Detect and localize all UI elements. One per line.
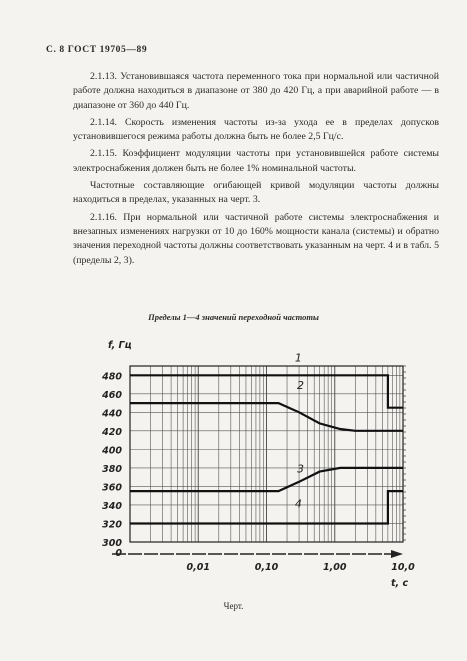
paragraph-2-1-13: 2.1.13. Установившаяся частота переменного тока при нормальной или частичной работе должна находиться в диапазоне от 380 до 420 Гц, а при аварийной работе — в диапазоне от 360 до 440 Гц. (73, 71, 439, 111)
series-label-4: 4 (294, 497, 302, 511)
transient-frequency-chart (0, 326, 467, 596)
x-tick-label: 0,01 (186, 562, 210, 573)
x-tick-label: 10,0 (391, 562, 415, 573)
series-label-2: 2 (297, 379, 305, 393)
y-tick-label: 320 (102, 519, 122, 531)
series-label-3: 3 (297, 462, 305, 476)
page-header: С. 8 ГОСТ 19705—89 (46, 45, 148, 55)
x-tick-label: 0,10 (254, 562, 279, 573)
series-label-1: 1 (294, 351, 302, 365)
x-tick-label: 1,00 (323, 562, 347, 573)
y-tick-label: 440 (102, 408, 122, 420)
x-axis-label: t, c (391, 578, 409, 589)
figure-label: Черт. (223, 601, 244, 611)
y-tick-label: 360 (102, 482, 122, 494)
y-tick-label: 380 (102, 463, 122, 475)
y-tick-label: 0 (115, 548, 122, 559)
paragraph-modulation: Частотные составляющие огибающей кривой модуляции частоты должны находиться в пределах, указанных на черт. 3. (73, 180, 439, 206)
y-tick-label: 420 (102, 426, 122, 438)
y-tick-label: 300 (102, 538, 122, 549)
y-tick-label: 400 (102, 445, 122, 457)
paragraph-2-1-14: 2.1.14. Скорость изменения частоты из-за ухода ее в пределах допусков установившегося режима работы должна быть не более 2,5 Гц/с. (73, 116, 439, 143)
y-axis-label: f, Гц (108, 340, 132, 351)
figure-caption: Пределы 1—4 значений переходной частоты (148, 312, 319, 322)
y-tick-label: 480 (102, 371, 122, 383)
y-tick-label: 340 (102, 500, 122, 512)
paragraph-2-1-16: 2.1.16. При нормальной или частичной работе системы электроснабжения и внезапных изменениях нагрузки от 10 до 160% мощности канала (системы) и обратно значения переходной частоты должны соответствовать указанным на черт. 4 и в табл. 5 (пределы 2, 3). (73, 211, 439, 266)
y-tick-label: 460 (102, 389, 122, 401)
x-axis-arrow (391, 550, 403, 558)
paragraph-2-1-15: 2.1.15. Коэффициент модуляции частоты при установившейся работе системы электроснабжения должен быть не более 1% номинальной частоты. (73, 148, 439, 174)
document-body (73, 70, 439, 271)
